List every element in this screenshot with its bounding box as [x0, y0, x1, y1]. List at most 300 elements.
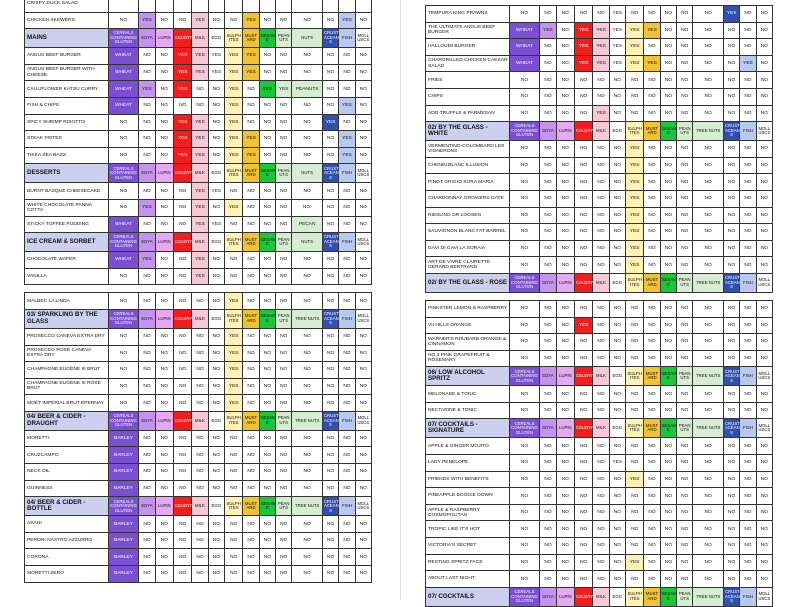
allergen-cell: NO	[677, 55, 693, 72]
allergen-cell: NO	[139, 131, 155, 148]
menu-item-name: NECK OIL	[25, 464, 109, 481]
allergen-cell: NO	[155, 430, 173, 447]
allergen-cell: NO	[740, 240, 756, 257]
allergen-cell: NO	[609, 538, 625, 555]
allergen-cell: YES	[626, 190, 644, 207]
allergen-cell: NO	[225, 549, 243, 566]
allergen-cell: NO	[693, 240, 724, 257]
allergen-cell: NO	[292, 516, 323, 533]
allergen-cell: NO	[339, 480, 355, 497]
allergen-column-header: CEREALS CONTAINING GLUTEN	[509, 419, 540, 438]
allergen-cell: NO	[693, 471, 724, 488]
allergen-cell: NO	[322, 268, 338, 285]
allergen-column-header: LUPIN	[556, 587, 574, 606]
allergen-cell: NO	[155, 268, 173, 285]
allergen-cell: NO	[155, 131, 173, 148]
allergen-cell: NO	[276, 268, 292, 285]
allergen-column-header: MUST ARD	[644, 122, 660, 141]
left-allergen-table	[24, 0, 372, 583]
menu-item-row	[25, 199, 372, 216]
allergen-column-header: MOLL USCS	[355, 233, 371, 252]
allergen-cell: NO	[208, 532, 224, 549]
allergen-cell: NO	[225, 566, 243, 583]
allergen-cell: NO	[155, 64, 173, 81]
menu-item-name: GUINNESS	[25, 480, 109, 497]
allergen-cell: NO	[173, 395, 191, 412]
allergen-cell: NO	[139, 64, 155, 81]
allergen-cell: NO	[609, 317, 625, 334]
allergen-column-header: SULPH ITES	[225, 233, 243, 252]
allergen-cell: NO	[693, 300, 724, 317]
allergen-cell: YES	[225, 362, 243, 379]
allergen-cell: NO	[644, 438, 660, 455]
allergen-cell: NO	[322, 516, 338, 533]
allergen-cell: NO	[509, 72, 540, 89]
allergen-cell: YES	[644, 55, 660, 72]
allergen-cell: NO	[322, 395, 338, 412]
allergen-cell: NO	[693, 386, 724, 403]
allergen-cell: NO	[593, 402, 609, 419]
menu-item-name: THE ULTIMATE ANGUS BEEF BURGER	[426, 22, 510, 39]
allergen-cell: YES	[225, 64, 243, 81]
allergen-cell: NO	[259, 345, 275, 362]
menu-item-name: NO.3 PINK GRAPEFRUIT & ROSEMARY	[426, 350, 510, 367]
allergen-cell	[259, 0, 275, 12]
section-header-row	[25, 497, 372, 516]
allergen-cell: NO	[609, 334, 625, 351]
allergen-cell: NO	[243, 183, 259, 200]
allergen-column-header: EGG	[208, 233, 224, 252]
allergen-cell: NO	[740, 224, 756, 241]
allergen-cell: PEANUTS	[292, 81, 323, 98]
allergen-cell: NO	[139, 516, 155, 533]
allergen-cell: NO	[155, 252, 173, 269]
allergen-cell: NO	[723, 317, 739, 334]
allergen-cell: NO	[208, 549, 224, 566]
allergen-cell: NO	[339, 183, 355, 200]
allergen-cell: NO	[740, 386, 756, 403]
allergen-column-header: EGG	[208, 164, 224, 183]
menu-item-name: WHITE CHOCOLATE PANNA COTTA	[25, 199, 109, 216]
allergen-cell: NO	[259, 328, 275, 345]
allergen-cell: YES	[626, 157, 644, 174]
menu-item-name: SAUVIGNON BLANC FAT BARREL	[426, 224, 510, 241]
allergen-column-header: MILK	[192, 309, 208, 328]
allergen-cell	[322, 0, 338, 12]
allergen-cell: NO	[609, 174, 625, 191]
allergen-cell: NO	[108, 395, 139, 412]
allergen-cell: NO	[756, 386, 772, 403]
allergen-cell: NO	[574, 402, 592, 419]
allergen-cell: NO	[756, 471, 772, 488]
allergen-cell: NO	[509, 504, 540, 521]
allergen-cell: NO	[609, 386, 625, 403]
allergen-cell: YES	[626, 554, 644, 571]
allergen-cell: NO	[276, 378, 292, 395]
allergen-cell: NO	[660, 141, 676, 158]
allergen-column-header: SULPH ITES	[225, 309, 243, 328]
page-divider	[400, 0, 401, 600]
allergen-cell: NO	[139, 293, 155, 310]
allergen-cell: NO	[556, 39, 574, 56]
allergen-cell: NO	[276, 430, 292, 447]
allergen-column-header: PEAN UTS	[677, 587, 693, 606]
allergen-cell: NO	[574, 538, 592, 555]
allergen-cell: NO	[292, 268, 323, 285]
menu-item-name: PROSECCO CANEVA EXTRA DRY	[25, 328, 109, 345]
menu-item-name: FRIENDS WITH BENEFITS	[426, 471, 510, 488]
allergen-column-header: CEREALS CONTAINING GLUTEN	[108, 164, 139, 183]
allergen-cell: NO	[276, 328, 292, 345]
allergen-cell: NO	[556, 438, 574, 455]
allergen-cell: NO	[139, 268, 155, 285]
allergen-cell: NO	[139, 216, 155, 233]
menu-item-name: PINKSTER LEMON & RASPBERRY	[426, 300, 510, 317]
allergen-cell: NO	[644, 300, 660, 317]
allergen-cell: YES	[139, 252, 155, 269]
allergen-cell: NO	[644, 39, 660, 56]
allergen-column-header: FISH	[339, 309, 355, 328]
menu-item-name: CHARGRILLED CHICKEN CAESAR SALAD	[426, 55, 510, 72]
allergen-cell: NO	[108, 147, 139, 164]
allergen-cell: NO	[723, 334, 739, 351]
menu-item-row	[426, 72, 773, 89]
allergen-cell: NO	[644, 488, 660, 505]
menu-item-row	[25, 268, 372, 285]
allergen-cell	[208, 0, 224, 12]
allergen-column-header: FISH	[740, 367, 756, 386]
allergen-column-header: FISH	[339, 411, 355, 430]
allergen-cell: NO	[259, 378, 275, 395]
allergen-cell: NO	[677, 174, 693, 191]
allergen-cell: NO	[322, 147, 338, 164]
menu-item-row	[426, 300, 773, 317]
allergen-cell: NO	[108, 114, 139, 131]
allergen-cell: NO	[192, 378, 208, 395]
allergen-cell: NO	[540, 39, 556, 56]
allergen-cell: NO	[540, 438, 556, 455]
allergen-cell: NO	[593, 554, 609, 571]
allergen-cell: NO	[339, 362, 355, 379]
allergen-column-header: MUST ARD	[243, 29, 259, 48]
allergen-column-header: CEREALS CONTAINING GLUTEN	[108, 233, 139, 252]
allergen-cell: NO	[322, 378, 338, 395]
page-break-cell	[426, 292, 773, 300]
allergen-cell: NO	[139, 114, 155, 131]
allergen-cell: NO	[208, 131, 224, 148]
allergen-cell: NO	[259, 64, 275, 81]
allergen-column-header: CELERY	[574, 587, 592, 606]
allergen-cell: YES	[740, 55, 756, 72]
allergen-cell: NO	[574, 157, 592, 174]
allergen-cell: NO	[593, 488, 609, 505]
allergen-cell: NO	[540, 207, 556, 224]
allergen-column-header: LUPIN	[155, 233, 173, 252]
allergen-cell: NO	[192, 345, 208, 362]
allergen-column-header: CELERY	[173, 309, 191, 328]
allergen-cell: NO	[355, 362, 371, 379]
allergen-cell: NO	[276, 516, 292, 533]
allergen-column-header: SESAM E	[259, 411, 275, 430]
allergen-cell: NO	[723, 521, 739, 538]
menu-item-row	[25, 64, 372, 81]
allergen-cell: NO	[740, 22, 756, 39]
allergen-cell: NO	[693, 334, 724, 351]
allergen-cell: NO	[756, 350, 772, 367]
allergen-column-header: CEREALS CONTAINING GLUTEN	[509, 122, 540, 141]
allergen-column-header: MILK	[593, 367, 609, 386]
allergen-cell: NO	[644, 157, 660, 174]
allergen-column-header: SULPH ITES	[225, 411, 243, 430]
allergen-cell: NO	[723, 88, 739, 105]
allergen-cell: NO	[108, 378, 139, 395]
allergen-cell: NO	[677, 438, 693, 455]
allergen-cell: YES	[192, 268, 208, 285]
allergen-cell	[225, 0, 243, 12]
allergen-cell: NO	[173, 293, 191, 310]
allergen-cell: NO	[677, 257, 693, 274]
allergen-cell: NO	[677, 105, 693, 122]
allergen-cell: NO	[677, 317, 693, 334]
allergen-column-header: EGG	[609, 273, 625, 292]
menu-item-name: CHARDONNAY GROWERS GATE	[426, 190, 510, 207]
menu-item-name: RESTING SPRITZ FACE	[426, 554, 510, 571]
allergen-cell: NO	[660, 174, 676, 191]
allergen-cell: NO	[155, 395, 173, 412]
allergen-cell: NO	[208, 147, 224, 164]
allergen-cell: NO	[574, 521, 592, 538]
allergen-cell: NO	[593, 207, 609, 224]
allergen-cell: NO	[644, 105, 660, 122]
allergen-column-header: SOYA	[540, 419, 556, 438]
allergen-cell: NO	[225, 464, 243, 481]
allergen-cell: WHEAT	[108, 252, 139, 269]
allergen-cell: NO	[660, 240, 676, 257]
allergen-cell: NO	[139, 447, 155, 464]
allergen-cell: YES	[139, 12, 155, 29]
allergen-cell: NO	[660, 386, 676, 403]
allergen-cell: NO	[609, 402, 625, 419]
allergen-cell: NO	[556, 157, 574, 174]
menu-item-name: APPLE & RASPBERRY COSMOPOLITAN	[426, 504, 510, 521]
allergen-cell: NO	[243, 516, 259, 533]
allergen-cell: NO	[556, 554, 574, 571]
allergen-cell: NO	[593, 300, 609, 317]
allergen-cell: NO	[139, 395, 155, 412]
allergen-cell: NO	[740, 471, 756, 488]
allergen-cell: NO	[540, 6, 556, 23]
allergen-cell: NO	[677, 455, 693, 472]
allergen-cell: YES	[339, 147, 355, 164]
allergen-cell: NO	[509, 224, 540, 241]
allergen-column-header: LUPIN	[556, 367, 574, 386]
allergen-cell: NO	[225, 430, 243, 447]
allergen-cell: NO	[756, 207, 772, 224]
allergen-column-header: SESAM E	[660, 587, 676, 606]
allergen-cell: NO	[540, 224, 556, 241]
allergen-cell: NO	[574, 300, 592, 317]
allergen-cell: NO	[173, 480, 191, 497]
allergen-cell: YES	[192, 48, 208, 65]
menu-item-name: STICKY TOFFEE PUDDING	[25, 216, 109, 233]
allergen-cell: NO	[660, 300, 676, 317]
allergen-cell: NO	[693, 207, 724, 224]
allergen-cell: YES	[192, 147, 208, 164]
allergen-cell: NO	[693, 554, 724, 571]
allergen-cell: NO	[593, 257, 609, 274]
allergen-column-header: MUST ARD	[644, 419, 660, 438]
allergen-cell: NO	[339, 81, 355, 98]
allergen-cell: NO	[540, 471, 556, 488]
allergen-cell: NO	[322, 81, 338, 98]
allergen-cell: NO	[609, 471, 625, 488]
allergen-cell: NO	[243, 81, 259, 98]
allergen-cell: NO	[259, 183, 275, 200]
allergen-column-header: CELERY	[574, 273, 592, 292]
allergen-cell: YES	[225, 131, 243, 148]
allergen-cell: YES	[208, 183, 224, 200]
allergen-cell: NO	[208, 268, 224, 285]
menu-item-row	[426, 22, 773, 39]
allergen-cell: NO	[208, 12, 224, 29]
allergen-cell: NO	[626, 88, 644, 105]
allergen-cell: NO	[509, 334, 540, 351]
allergen-cell: NO	[593, 571, 609, 588]
allergen-cell: NO	[593, 521, 609, 538]
allergen-cell: NO	[540, 488, 556, 505]
section-title: 07/ COCKTAILS	[426, 587, 510, 606]
allergen-cell: NO	[173, 566, 191, 583]
allergen-cell: YES	[276, 81, 292, 98]
allergen-cell: NO	[322, 216, 338, 233]
allergen-cell: NO	[693, 72, 724, 89]
allergen-cell: NO	[540, 174, 556, 191]
allergen-cell: NO	[574, 174, 592, 191]
allergen-cell: NO	[339, 430, 355, 447]
allergen-cell: NO	[540, 317, 556, 334]
allergen-cell: YES	[243, 147, 259, 164]
allergen-cell: NO	[660, 334, 676, 351]
allergen-cell: NO	[660, 257, 676, 274]
allergen-cell: NO	[756, 105, 772, 122]
allergen-cell: NO	[208, 97, 224, 114]
allergen-cell: NO	[355, 430, 371, 447]
menu-item-name: PINOT GRIGIO SORA MARIA	[426, 174, 510, 191]
menu-item-name: VII HILLS ORANGE	[426, 317, 510, 334]
section-title: 07/ COCKTAILS - SIGNATURE	[426, 419, 510, 438]
allergen-cell: NO	[276, 566, 292, 583]
allergen-cell: NO	[660, 471, 676, 488]
allergen-cell: NO	[155, 447, 173, 464]
allergen-cell: NO	[609, 88, 625, 105]
allergen-cell: NO	[355, 480, 371, 497]
allergen-column-header: SESAM E	[259, 164, 275, 183]
allergen-cell: NO	[556, 105, 574, 122]
allergen-column-header: LUPIN	[556, 419, 574, 438]
allergen-column-header: MOLL USCS	[355, 29, 371, 48]
allergen-cell: NO	[609, 300, 625, 317]
allergen-cell: NO	[593, 88, 609, 105]
allergen-cell: NO	[660, 190, 676, 207]
section-header-row	[426, 367, 773, 386]
allergen-cell: NO	[677, 224, 693, 241]
allergen-column-header: MILK	[192, 164, 208, 183]
allergen-column-header: TREE NUTS	[693, 587, 724, 606]
allergen-cell: NO	[292, 532, 323, 549]
section-header-row	[426, 419, 773, 438]
allergen-cell: NO	[626, 72, 644, 89]
allergen-cell: NO	[644, 455, 660, 472]
allergen-cell: NO	[644, 224, 660, 241]
allergen-cell: NO	[355, 464, 371, 481]
menu-item-row	[25, 532, 372, 549]
allergen-cell: NO	[644, 174, 660, 191]
allergen-cell: NO	[660, 438, 676, 455]
allergen-cell: NO	[740, 257, 756, 274]
allergen-column-header: CRUST ACEAN S	[723, 367, 739, 386]
allergen-cell: WHEAT	[108, 81, 139, 98]
allergen-cell: YES	[626, 207, 644, 224]
allergen-cell: NO	[192, 362, 208, 379]
allergen-cell: YES	[259, 81, 275, 98]
allergen-cell: NO	[723, 471, 739, 488]
allergen-cell: YES	[593, 105, 609, 122]
menu-item-name: CHICKEN SKEWERS	[25, 12, 109, 29]
allergen-cell: NO	[322, 328, 338, 345]
allergen-cell: NO	[355, 97, 371, 114]
allergen-cell: NO	[155, 566, 173, 583]
allergen-cell: NO	[108, 293, 139, 310]
allergen-cell: NO	[626, 350, 644, 367]
allergen-cell: NO	[723, 190, 739, 207]
allergen-column-header: CELERY	[173, 233, 191, 252]
allergen-cell: NO	[660, 22, 676, 39]
menu-item-row	[25, 293, 372, 310]
allergen-cell: NO	[626, 334, 644, 351]
allergen-cell: NO	[740, 455, 756, 472]
allergen-cell: NO	[292, 64, 323, 81]
allergen-cell: NO	[322, 532, 338, 549]
allergen-cell: NO	[723, 224, 739, 241]
allergen-cell: NO	[593, 471, 609, 488]
allergen-cell: NO	[509, 350, 540, 367]
allergen-cell: NO	[693, 88, 724, 105]
allergen-cell: NO	[243, 328, 259, 345]
allergen-cell: NO	[540, 257, 556, 274]
menu-item-row	[426, 488, 773, 505]
allergen-cell: NO	[292, 395, 323, 412]
allergen-cell: NO	[155, 328, 173, 345]
allergen-cell: NO	[276, 252, 292, 269]
allergen-column-header: LUPIN	[155, 164, 173, 183]
allergen-cell: YES	[192, 252, 208, 269]
allergen-cell: NO	[626, 402, 644, 419]
allergen-column-header: SESAM E	[660, 273, 676, 292]
allergen-column-header: MILK	[593, 273, 609, 292]
allergen-cell: NO	[243, 362, 259, 379]
section-title: 02/ BY THE GLASS - ROSE	[426, 273, 510, 292]
allergen-cell: NO	[540, 240, 556, 257]
allergen-cell: NO	[740, 504, 756, 521]
allergen-column-header: CRUST ACEAN S	[723, 273, 739, 292]
menu-item-row	[25, 114, 372, 131]
allergen-cell: NO	[626, 386, 644, 403]
allergen-column-header: MUST ARD	[644, 587, 660, 606]
allergen-cell: NO	[322, 64, 338, 81]
allergen-cell: NO	[574, 207, 592, 224]
allergen-cell: NO	[259, 12, 275, 29]
allergen-cell: NO	[626, 504, 644, 521]
